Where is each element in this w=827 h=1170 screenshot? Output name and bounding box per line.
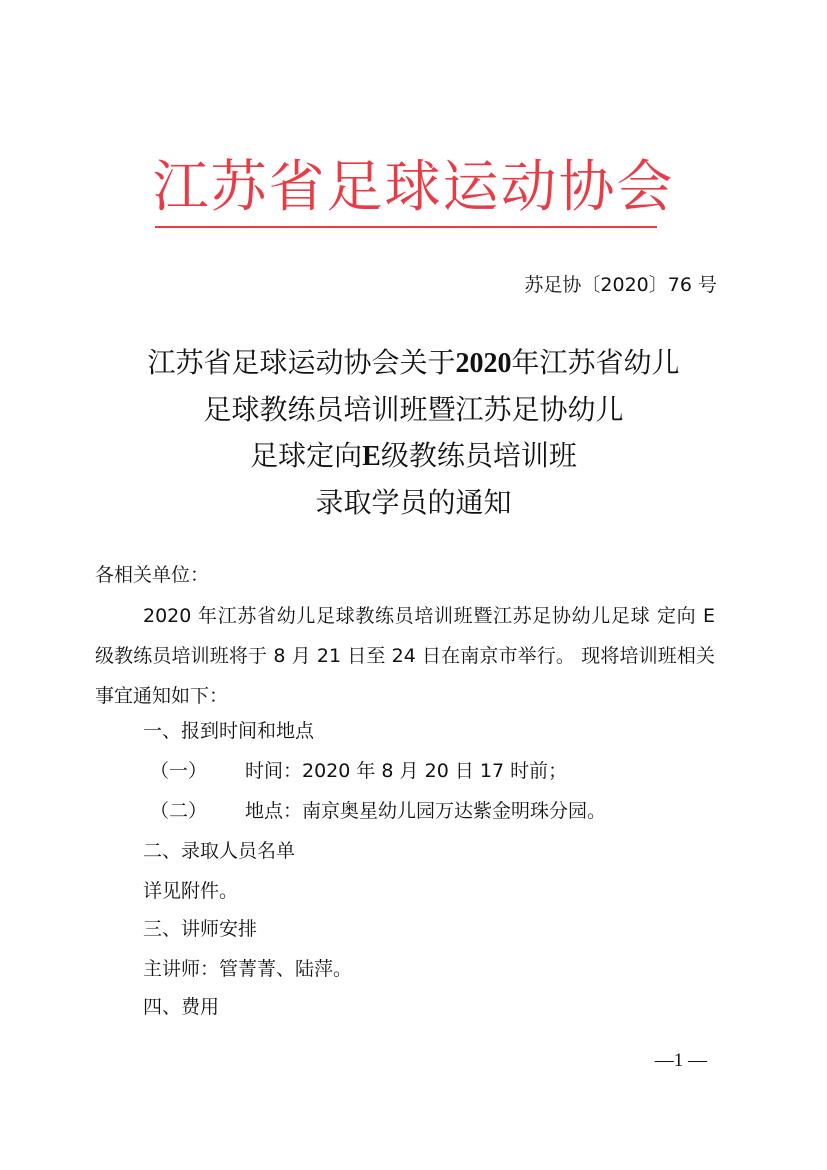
notice-title xyxy=(60,340,767,526)
item-1-text: 时间：2020 年 8 月 20 日 17 时前； xyxy=(245,760,568,782)
title-line-4: 录取学员的通知 xyxy=(315,486,512,519)
section-3-heading: 三、讲师安排 xyxy=(143,918,258,940)
salutation: 各相关单位： xyxy=(95,564,210,586)
masthead-underline xyxy=(155,226,657,228)
document-number: 苏足协〔2020〕76 号 xyxy=(524,274,717,296)
section-2-heading: 二、录取人员名单 xyxy=(143,840,296,862)
item-2-text: 地点：南京奥星幼儿园万达紫金明珠分园。 xyxy=(245,800,607,822)
item-1-label: （一） xyxy=(150,760,208,782)
item-2-label: （二） xyxy=(150,800,208,822)
page-number: —1 — xyxy=(654,1050,707,1071)
title-line-1: 江苏省足球运动协会关于2020年江苏省幼儿 xyxy=(147,346,680,379)
title-line-2: 足球教练员培训班暨江苏足协幼儿 xyxy=(203,393,624,426)
title-line-3: 足球定向E级教练员培训班 xyxy=(250,439,577,472)
org-masthead: 江苏省足球运动协会 xyxy=(152,155,675,220)
section-2-text: 详见附件。 xyxy=(143,880,239,902)
section-3-text: 主讲师：管菁菁、陆萍。 xyxy=(143,958,353,980)
intro-paragraph: 2020 年江苏省幼儿足球教练员培训班暨江苏足协幼儿足球 定向 E 级教练员培训班将于 8 月 21 日至 24 日在南京市举行。 现将培训班相关事宜通知如下： xyxy=(95,605,715,707)
section-1-heading: 一、报到时间和地点 xyxy=(143,720,315,742)
section-4-heading: 四、费用 xyxy=(143,996,220,1018)
